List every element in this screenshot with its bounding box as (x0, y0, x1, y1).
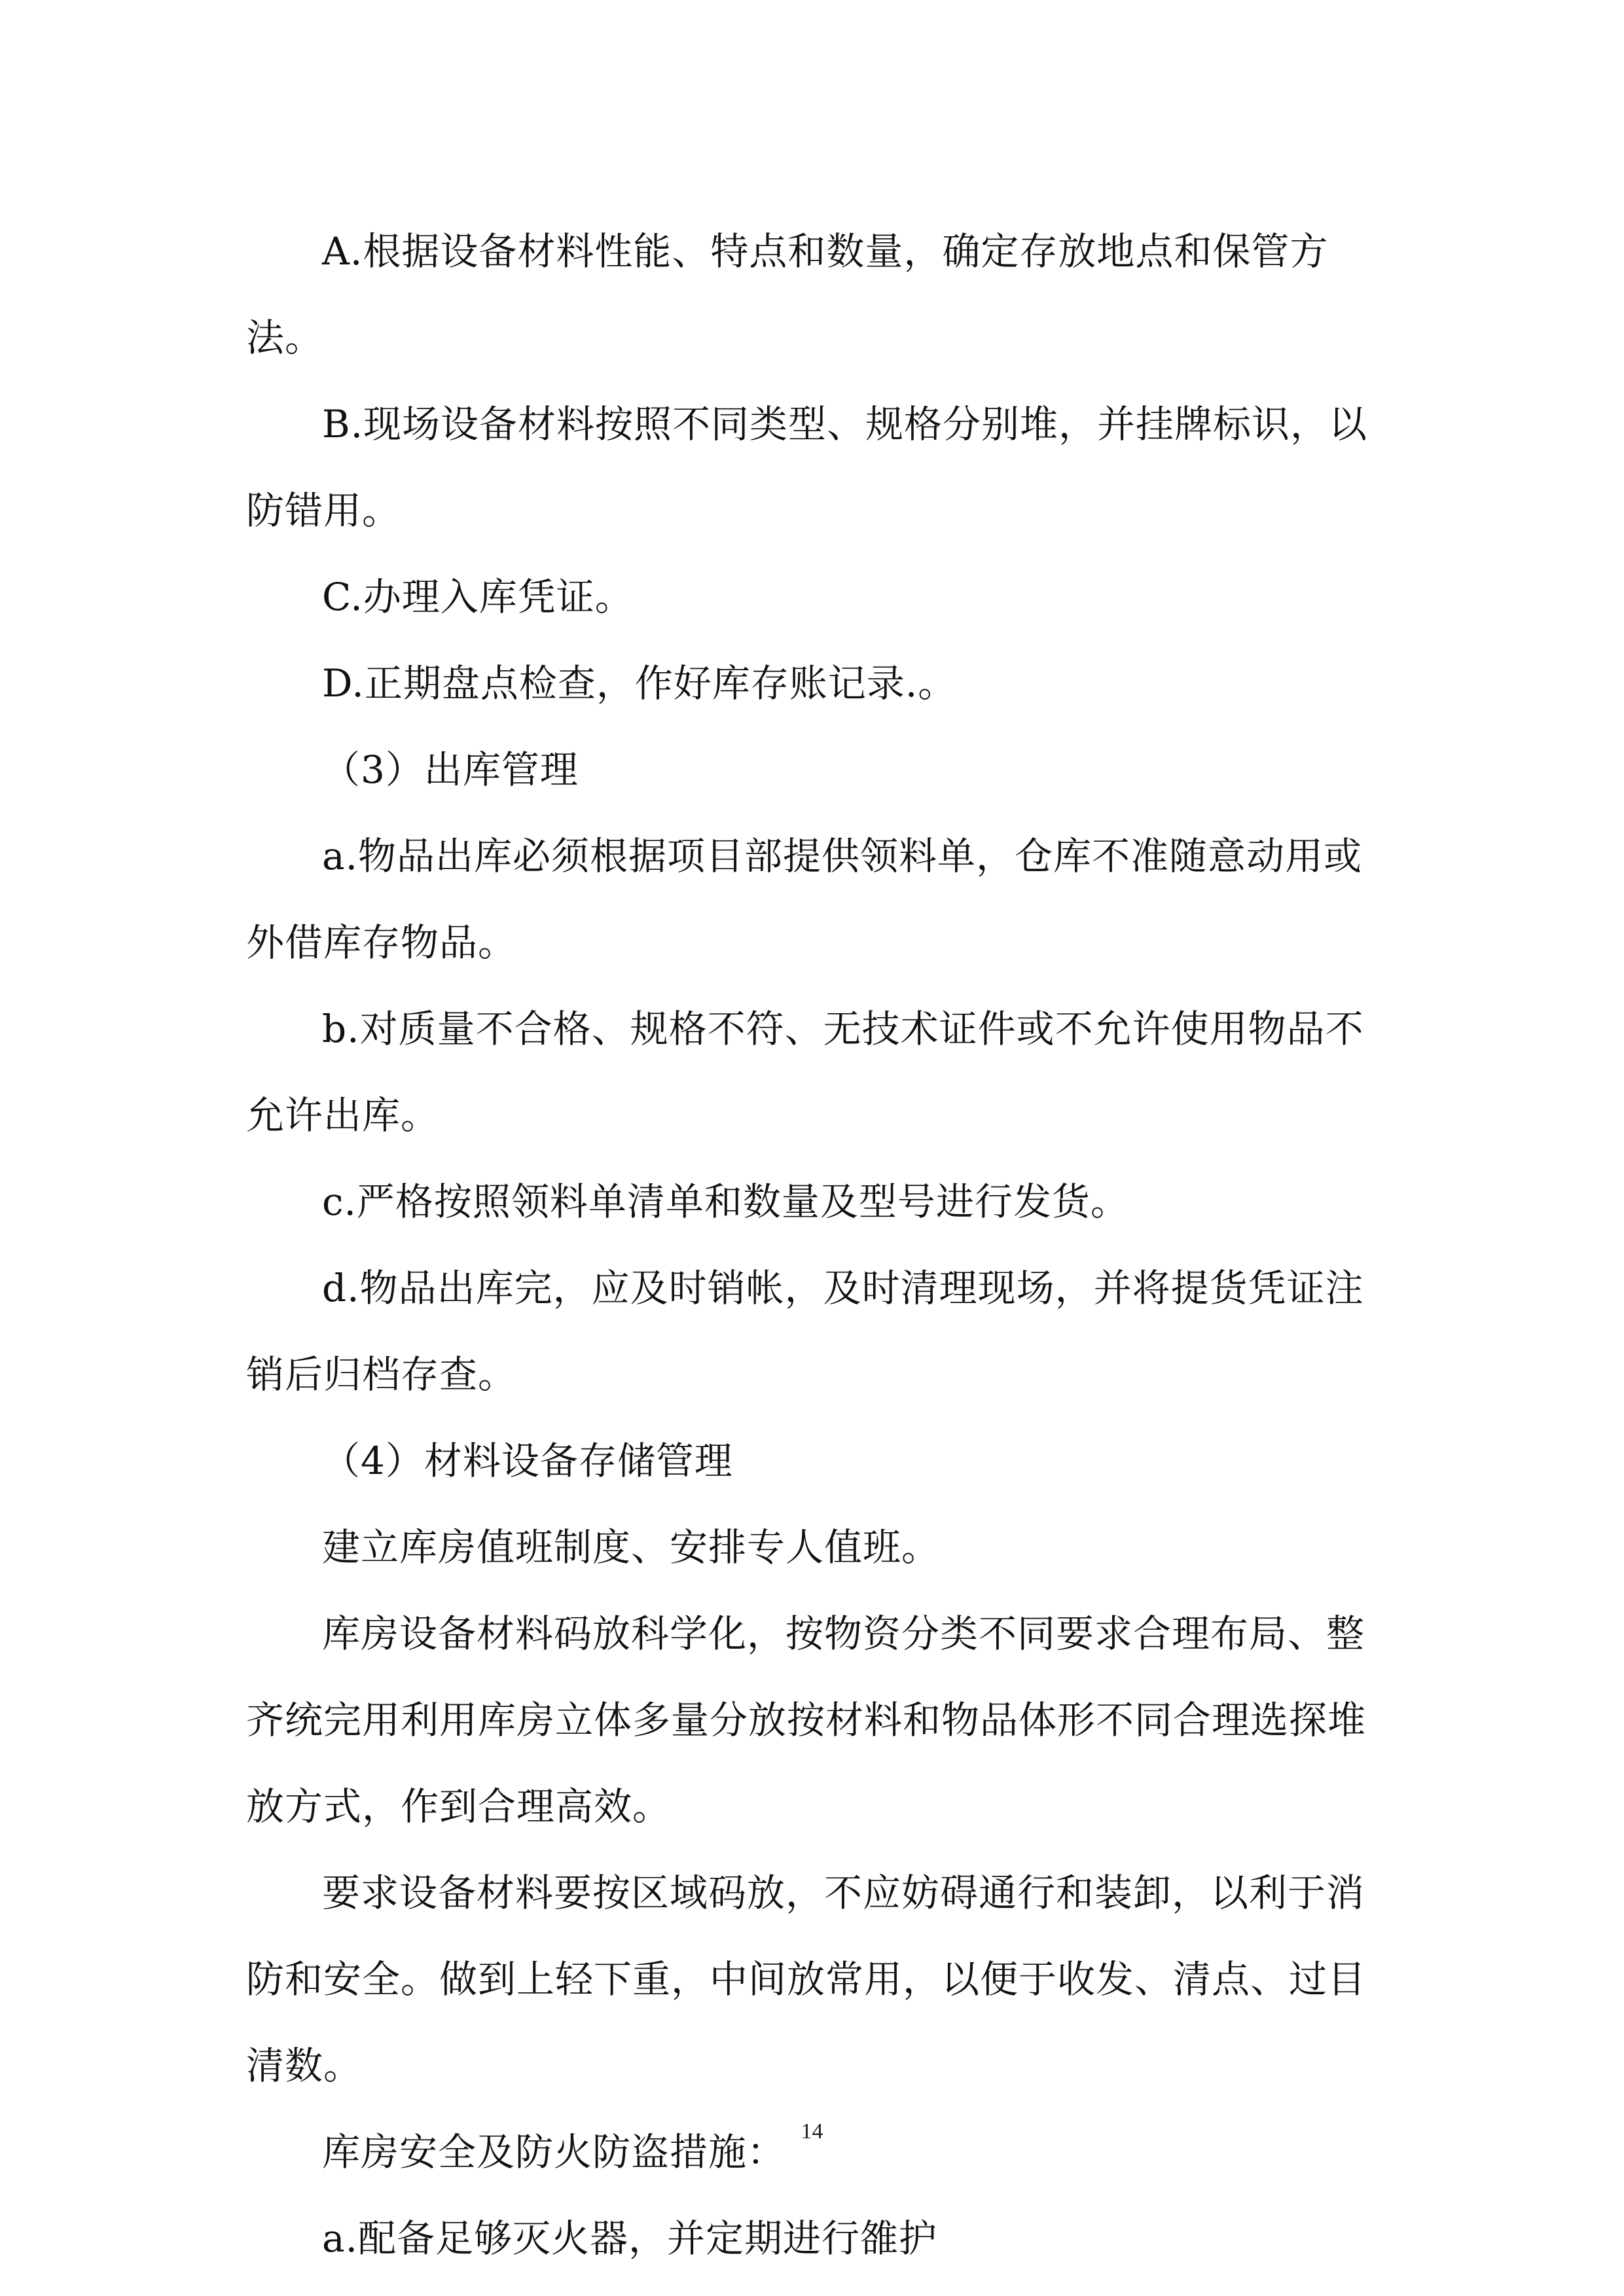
paragraph-b-unqualified-goods: b.对质量不合格、规格不符、无技术证件或不允许使用物品不允许出库。 (246, 1007, 1364, 1138)
paragraph-duty-system: 建立库房值班制度、安排专人值班。 (322, 1525, 941, 1570)
paragraph-c-delivery: c.严格按照领料单清单和数量及型号进行发货。 (322, 1179, 1129, 1224)
paragraph-fire-safety-heading: 库房安全及防火防盗措施： (322, 2130, 786, 2174)
paragraph-zone-stacking: 要求设备材料要按区域码放，不应妨碍通行和装卸，以利于消防和安全。做到上轻下重，中间放常用，以便于收发、清点、过目清数。 (246, 1871, 1367, 2088)
section-heading-outbound: （3）出库管理 (322, 747, 579, 792)
paragraph-d-archive: d.物品出库完，应及时销帐，及时清理现场，并将提货凭证注销后归档存查。 (246, 1266, 1364, 1397)
paragraph-stacking-layout: 库房设备材料码放科学化，按物资分类不同要求合理布局、整齐统完用利用库房立体多量分放按材料和物品体形不同合理选探堆放方式，作到合理高效。 (246, 1611, 1367, 1829)
paragraph-a-extinguishers: a.配备足够灭火器，并定期进行雒护 (322, 2216, 938, 2261)
paragraph-a-storage-location: A.根据设备材料性能、特点和数量，确定存放地点和保管方法。 (246, 229, 1329, 360)
paragraph-d-inventory-check: D.正期盘点检查，作好库存账记录.。 (322, 661, 957, 706)
page-body (246, 208, 1385, 2282)
paragraph-b-site-stacking: B.现场设备材料按照不同类型、规格分别堆，并挂牌标识，以防错用。 (246, 402, 1368, 533)
page-number: 14 (801, 2119, 823, 2144)
paragraph-a-requisition: a.物品出库必须根据项目部提供领料单，仓库不准随意动用或外借库存物品。 (246, 834, 1363, 965)
section-heading-storage: （4）材料设备存储管理 (322, 1439, 733, 1483)
paragraph-c-warehouse-receipt: C.办理入库凭证。 (322, 575, 634, 619)
